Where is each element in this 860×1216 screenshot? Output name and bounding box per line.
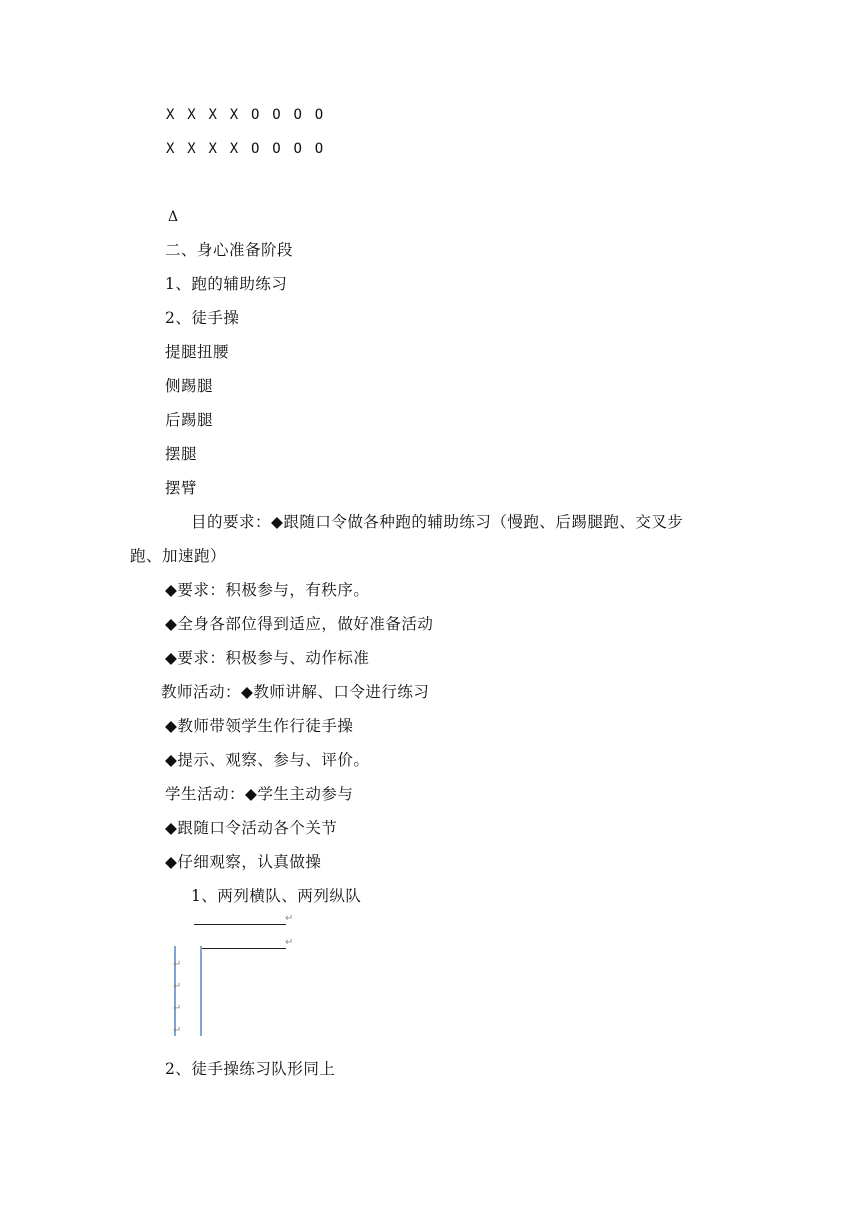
goals-requirement-1: ◆要求：积极参与，有秩序。 <box>165 581 370 599</box>
formation-row-2: X X X X O O O O <box>166 141 326 157</box>
goals-requirement-3: ◆要求：积极参与、动作标准 <box>165 649 370 667</box>
return-mark-icon: ↵ <box>173 959 182 970</box>
item-side-kick: 侧踢腿 <box>165 377 214 395</box>
return-mark-icon: ↵ <box>173 1025 182 1036</box>
goals-line-2: 跑、加速跑） <box>130 547 227 565</box>
goals-requirement-2: ◆全身各部位得到适应，做好准备活动 <box>165 615 434 633</box>
section-title: 二、身心准备阶段 <box>165 241 294 259</box>
teacher-activity-1: 教师活动：◆教师讲解、口令进行练习 <box>161 683 430 701</box>
vertical-file-2 <box>200 946 202 1036</box>
formation-row-1: X X X X O O O O <box>166 107 326 123</box>
item-run-drills: 1、跑的辅助练习 <box>165 275 288 293</box>
student-activity-3: ◆仔细观察，认真做操 <box>165 853 322 871</box>
item-back-kick: 后踢腿 <box>165 411 214 429</box>
return-mark-icon: ↵ <box>173 981 182 992</box>
item-leg-lift-twist: 提腿扭腰 <box>165 343 230 361</box>
organization-item-1: 1、两列横队、两列纵队 <box>191 887 362 905</box>
item-arm-swing: 摆臂 <box>165 479 198 497</box>
horizontal-rank-1 <box>194 924 286 925</box>
return-mark-icon: ↵ <box>173 1003 182 1014</box>
horizontal-rank-2 <box>202 948 286 949</box>
goals-line-1: 目的要求：◆跟随口令做各种跑的辅助练习（慢跑、后踢腿跑、交叉步 <box>191 513 684 531</box>
student-activity-2: ◆跟随口令活动各个关节 <box>165 819 338 837</box>
return-mark-icon: ↵ <box>285 913 294 924</box>
student-activity-1: 学生活动：◆学生主动参与 <box>165 785 354 803</box>
organization-item-2: 2、徒手操练习队形同上 <box>165 1060 336 1078</box>
item-leg-swing: 摆腿 <box>165 445 198 463</box>
formation-diagram <box>160 908 320 1048</box>
teacher-position-mark: Δ <box>168 209 179 225</box>
return-mark-icon: ↵ <box>285 937 294 948</box>
teacher-activity-3: ◆提示、观察、参与、评价。 <box>165 751 370 769</box>
item-freehand-exercise: 2、徒手操 <box>165 309 240 327</box>
teacher-activity-2: ◆教师带领学生作行徒手操 <box>165 717 354 735</box>
